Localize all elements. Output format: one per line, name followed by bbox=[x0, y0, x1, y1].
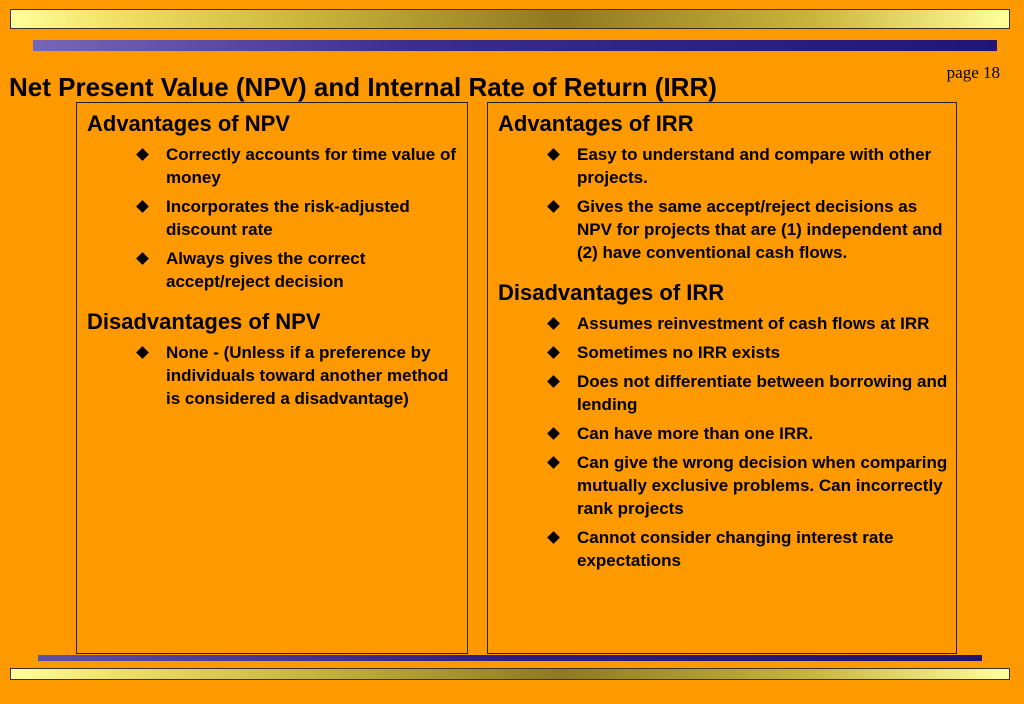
list-item bbox=[488, 422, 956, 445]
npv-panel bbox=[76, 102, 468, 654]
diamond-bullet-icon bbox=[547, 148, 560, 161]
top-decorative-bar bbox=[10, 9, 1010, 29]
diamond-bullet-icon bbox=[136, 346, 149, 359]
list-item-text: Correctly accounts for time value of money bbox=[166, 145, 457, 187]
irr-disadvantages-list bbox=[488, 312, 956, 572]
list-item-text: Can give the wrong decision when comparing mutually exclusive problems. Can incorrectly rank projects bbox=[577, 453, 948, 518]
list-item-text: Sometimes no IRR exists bbox=[577, 343, 781, 362]
list-item-text: Can have more than one IRR. bbox=[577, 424, 814, 443]
diamond-bullet-icon bbox=[136, 252, 149, 265]
list-item bbox=[488, 370, 956, 416]
list-item-text: None - (Unless if a preference by individuals toward another method is considered a disadvantage) bbox=[166, 343, 449, 408]
bottom-decorative-stripe bbox=[38, 655, 982, 661]
list-item-text: Assumes reinvestment of cash flows at IRR bbox=[577, 314, 930, 333]
list-item bbox=[488, 195, 956, 264]
list-item bbox=[488, 526, 956, 572]
list-item bbox=[488, 143, 956, 189]
diamond-bullet-icon bbox=[547, 346, 560, 359]
list-item bbox=[77, 143, 467, 189]
irr-advantages-heading: Advantages of IRR bbox=[498, 111, 694, 136]
npv-advantages-heading: Advantages of NPV bbox=[87, 111, 290, 136]
diamond-bullet-icon bbox=[547, 317, 560, 330]
page-number: page 18 bbox=[946, 63, 1000, 82]
list-item bbox=[77, 247, 467, 293]
list-item bbox=[488, 341, 956, 364]
list-item-text: Always gives the correct accept/reject decision bbox=[166, 249, 366, 291]
list-item-text: Gives the same accept/reject decisions as NPV for projects that are (1) independent and (2) have conventional cash flows. bbox=[577, 197, 943, 262]
diamond-bullet-icon bbox=[547, 375, 560, 388]
npv-disadvantages-heading: Disadvantages of NPV bbox=[87, 309, 321, 334]
irr-advantages-list bbox=[488, 143, 956, 264]
npv-advantages-list bbox=[77, 143, 467, 293]
diamond-bullet-icon bbox=[547, 427, 560, 440]
slide-title: Net Present Value (NPV) and Internal Rate of Return (IRR) bbox=[9, 72, 717, 102]
diamond-bullet-icon bbox=[136, 148, 149, 161]
top-decorative-stripe bbox=[33, 40, 997, 51]
diamond-bullet-icon bbox=[547, 531, 560, 544]
irr-panel bbox=[487, 102, 957, 654]
diamond-bullet-icon bbox=[547, 456, 560, 469]
list-item-text: Does not differentiate between borrowing and lending bbox=[577, 372, 948, 414]
list-item bbox=[488, 312, 956, 335]
diamond-bullet-icon bbox=[547, 200, 560, 213]
list-item bbox=[77, 341, 467, 410]
irr-disadvantages-heading: Disadvantages of IRR bbox=[498, 280, 725, 305]
bottom-decorative-bar bbox=[10, 668, 1010, 680]
list-item-text: Easy to understand and compare with other projects. bbox=[577, 145, 932, 187]
list-item bbox=[77, 195, 467, 241]
list-item-text: Incorporates the risk-adjusted discount rate bbox=[166, 197, 410, 239]
list-item bbox=[488, 451, 956, 520]
diamond-bullet-icon bbox=[136, 200, 149, 213]
list-item-text: Cannot consider changing interest rate expectations bbox=[577, 528, 894, 570]
npv-disadvantages-list bbox=[77, 341, 467, 410]
